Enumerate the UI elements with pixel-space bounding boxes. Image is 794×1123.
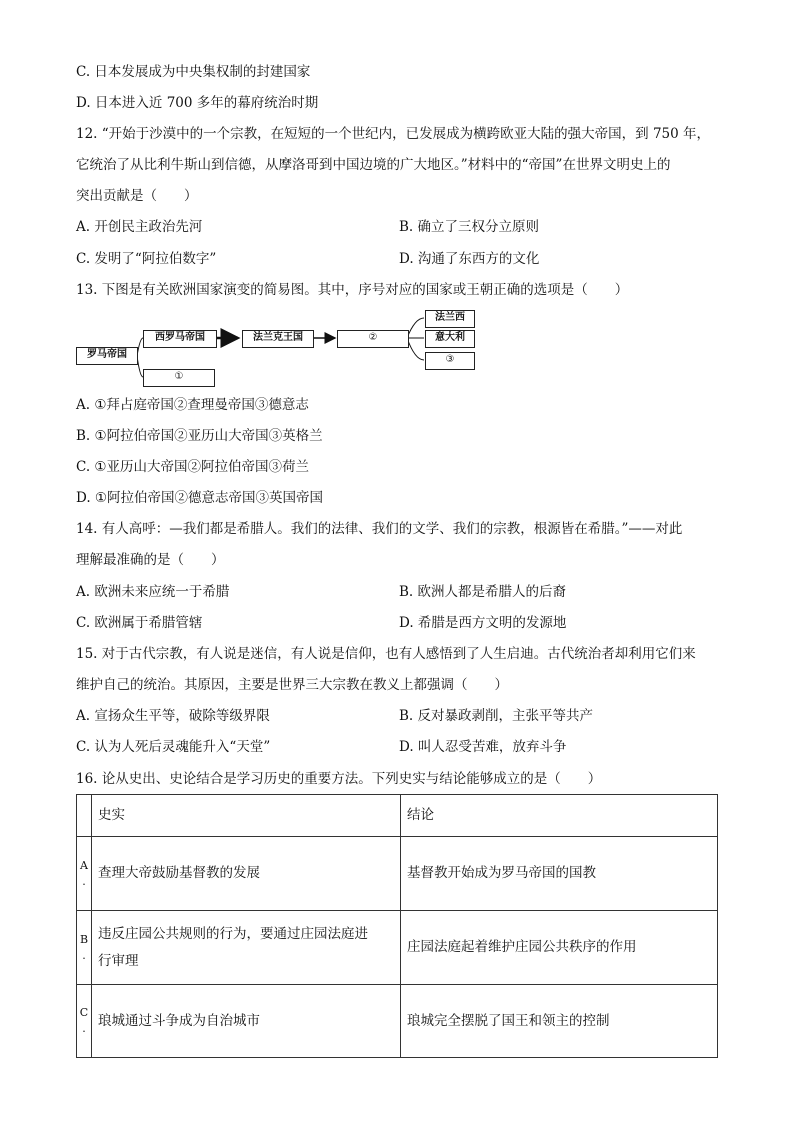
q12-option-d: D. 沟通了东西方的文化 <box>399 251 540 267</box>
box-mark-1: ① <box>143 369 215 387</box>
row-label <box>77 837 92 911</box>
q15-stem-line1: 15. 对于古代宗教，有人说是迷信，有人说是信仰，也有人感悟到了人生启迪。古代统治者却利用它们来 <box>76 646 696 662</box>
row-fact-text: 违反庄园公共规则的行为，要通过庄园法庭进 <box>98 925 368 942</box>
q12-stem-line1: 12. “开始于沙漠中的一个宗教，在短短的一个世纪内，已发展成为横跨欧亚大陆的强大帝国，到 750 年， <box>76 126 711 142</box>
row-fact <box>92 837 401 911</box>
q15-stem-line2: 维护自己的统治。其原因，主要是世界三大宗教在教义上都强调（ ） <box>76 677 508 693</box>
q12-stem-line3: 突出贡献是（ ） <box>76 188 198 204</box>
row-label-dot: . <box>82 1022 86 1035</box>
box-mark-2: ② <box>337 330 409 348</box>
row-fact <box>92 985 401 1058</box>
prev-option-d: D. 日本进入近 700 多年的幕府统治时期 <box>76 95 319 111</box>
row-label <box>77 911 92 985</box>
box-western-roman-empire: 西罗马帝国 <box>143 330 217 348</box>
connector-mark2-france <box>407 318 424 338</box>
q12-option-a: A. 开创民主政治先河 <box>76 219 203 235</box>
row-label-letter: B <box>79 932 89 946</box>
header-fact: 史实 <box>92 795 401 837</box>
row-fact-text-continued: 行审理 <box>98 952 139 969</box>
q12-option-b: B. 确立了三权分立原则 <box>399 219 540 235</box>
table-row <box>77 837 718 911</box>
box-france: 法兰西 <box>425 310 475 328</box>
q14-option-a: A. 欧洲未来应统一于希腊 <box>76 584 230 600</box>
box-italy: 意大利 <box>425 330 475 348</box>
row-fact-text: 琅城通过斗争成为自治城市 <box>98 1012 260 1029</box>
q15-option-d: D. 叫人忍受苦难，放弃斗争 <box>399 739 567 755</box>
q12-stem-line2: 它统治了从比利牛斯山到信德，从摩洛哥到中国边境的广大地区。”材料中的“帝国”在世界文明史上的 <box>76 157 671 173</box>
q13-option-b: B. ①阿拉伯帝国②亚历山大帝国③英格兰 <box>76 428 323 444</box>
prev-option-c: C. 日本发展成为中央集权制的封建国家 <box>76 64 311 80</box>
row-conclusion: 琅城完全摆脱了国王和领主的控制 <box>401 985 718 1058</box>
header-conclusion: 结论 <box>401 795 718 837</box>
q13-option-a: A. ①拜占庭帝国②查理曼帝国③德意志 <box>76 397 309 413</box>
q12-option-c: C. 发明了“阿拉伯数字” <box>76 251 217 267</box>
box-frankish-kingdom: 法兰克王国 <box>242 330 314 348</box>
q16-table <box>76 794 718 1058</box>
row-conclusion: 庄园法庭起着维护庄园公共秩序的作用 <box>401 911 718 985</box>
box-roman-empire: 罗马帝国 <box>76 347 138 365</box>
row-label <box>77 985 92 1058</box>
row-label-dot: . <box>82 948 86 962</box>
row-conclusion: 基督教开始成为罗马帝国的国教 <box>401 837 718 911</box>
row-label-dot: . <box>82 874 86 888</box>
q14-stem-line1: 14. 有人高呼：—我们都是希腊人。我们的法律、我们的文学、我们的宗教，根源皆在希腊。”——对此 <box>76 521 683 537</box>
q14-option-b: B. 欧洲人都是希腊人的后裔 <box>399 584 567 600</box>
header-blank-cell <box>77 795 92 837</box>
table-header-row <box>77 795 718 837</box>
q13-stem: 13. 下图是有关欧洲国家演变的简易图。其中，序号对应的国家或王朝正确的选项是（ ） <box>76 282 629 298</box>
box-mark-3: ③ <box>425 352 475 370</box>
q15-option-b: B. 反对暴政剥削，主张平等共产 <box>399 708 594 724</box>
q14-option-c: C. 欧洲属于希腊管辖 <box>76 615 203 631</box>
row-fact <box>92 911 401 985</box>
q14-stem-line2: 理解最准确的是（ ） <box>76 552 225 568</box>
q16-stem: 16. 论从史出、史论结合是学习历史的重要方法。下列史实与结论能够成立的是（ ） <box>76 771 602 787</box>
q15-option-c: C. 认为人死后灵魂能升入“天堂” <box>76 739 271 755</box>
row-fact-text: 查理大帝鼓励基督教的发展 <box>98 865 260 881</box>
q13-option-c: C. ①亚历山大帝国②阿拉伯帝国③荷兰 <box>76 459 310 475</box>
q14-option-d: D. 希腊是西方文明的发源地 <box>399 615 567 631</box>
table-row <box>77 985 718 1058</box>
connector-mark2-mark3 <box>407 338 424 360</box>
row-label-letter: A <box>80 858 88 872</box>
q15-option-a: A. 宣扬众生平等，破除等级界限 <box>76 708 270 724</box>
table-row <box>77 911 718 985</box>
row-label-letter: C <box>79 1006 89 1019</box>
q13-option-d: D. ①阿拉伯帝国②德意志帝国③英国帝国 <box>76 490 324 506</box>
